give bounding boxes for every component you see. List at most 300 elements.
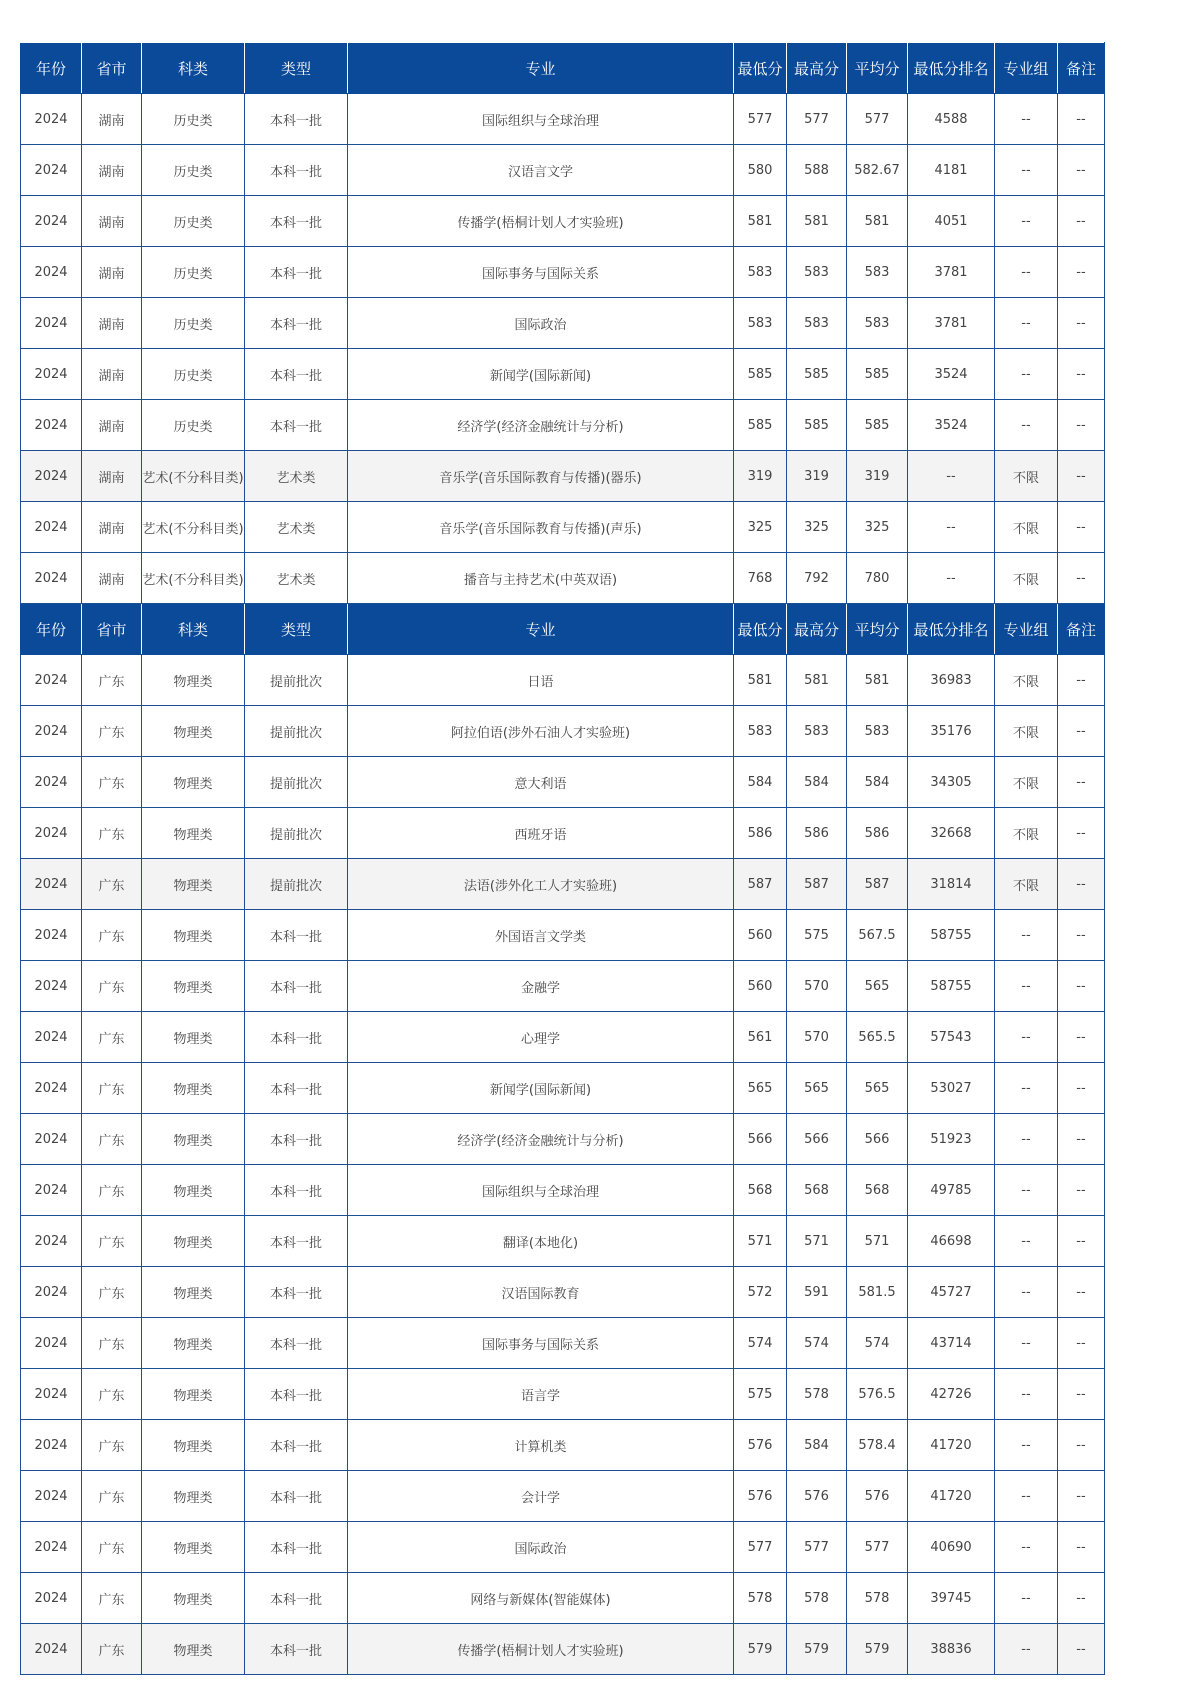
cell-min-rank: 45727	[908, 1267, 995, 1318]
cell-subject-category: 艺术(不分科目类)	[142, 553, 245, 604]
cell-major: 翻译(本地化)	[348, 1216, 734, 1267]
cell-province: 广东	[82, 1369, 142, 1420]
cell-avg-score: 577	[847, 94, 908, 145]
cell-batch: 本科一批	[245, 1267, 348, 1318]
cell-batch: 提前批次	[245, 859, 348, 910]
cell-province: 广东	[82, 1267, 142, 1318]
cell-min-score: 584	[734, 757, 787, 808]
cell-avg-score: 578.4	[847, 1420, 908, 1471]
cell-min-rank: 3524	[908, 400, 995, 451]
cell-major: 计算机类	[348, 1420, 734, 1471]
cell-major-group: --	[995, 1420, 1058, 1471]
cell-batch: 本科一批	[245, 196, 348, 247]
cell-major: 传播学(梧桐计划人才实验班)	[348, 1624, 734, 1675]
cell-batch: 提前批次	[245, 706, 348, 757]
cell-max-score: 587	[787, 859, 847, 910]
table-row	[21, 1624, 1105, 1675]
cell-province: 广东	[82, 1063, 142, 1114]
cell-year: 2024	[21, 1114, 82, 1165]
cell-year: 2024	[21, 94, 82, 145]
cell-major: 金融学	[348, 961, 734, 1012]
cell-remarks: --	[1058, 1012, 1105, 1063]
cell-max-score: 571	[787, 1216, 847, 1267]
table-row	[21, 859, 1105, 910]
cell-major-group: 不限	[995, 757, 1058, 808]
table-row	[21, 1216, 1105, 1267]
cell-max-score: 319	[787, 451, 847, 502]
header-subject-category: 科类	[142, 43, 245, 94]
cell-major-group: 不限	[995, 655, 1058, 706]
cell-min-score: 576	[734, 1471, 787, 1522]
cell-min-rank: 31814	[908, 859, 995, 910]
cell-batch: 本科一批	[245, 1318, 348, 1369]
cell-remarks: --	[1058, 1114, 1105, 1165]
cell-avg-score: 581	[847, 655, 908, 706]
cell-batch: 本科一批	[245, 1216, 348, 1267]
cell-year: 2024	[21, 757, 82, 808]
cell-max-score: 584	[787, 757, 847, 808]
cell-remarks: --	[1058, 1471, 1105, 1522]
cell-max-score: 570	[787, 1012, 847, 1063]
cell-major-group: 不限	[995, 706, 1058, 757]
cell-year: 2024	[21, 1522, 82, 1573]
cell-batch: 本科一批	[245, 298, 348, 349]
cell-major: 外国语言文学类	[348, 910, 734, 961]
cell-avg-score: 585	[847, 349, 908, 400]
cell-max-score: 576	[787, 1471, 847, 1522]
cell-max-score: 585	[787, 400, 847, 451]
cell-major-group: --	[995, 1216, 1058, 1267]
cell-major-group: --	[995, 400, 1058, 451]
cell-min-rank: 41720	[908, 1471, 995, 1522]
header-max-score: 最高分	[787, 604, 847, 655]
cell-remarks: --	[1058, 349, 1105, 400]
cell-province: 广东	[82, 1318, 142, 1369]
cell-major-group: --	[995, 961, 1058, 1012]
cell-avg-score: 586	[847, 808, 908, 859]
cell-subject-category: 物理类	[142, 1369, 245, 1420]
cell-min-score: 576	[734, 1420, 787, 1471]
header-major: 专业	[348, 604, 734, 655]
cell-min-score: 577	[734, 1522, 787, 1573]
cell-max-score: 577	[787, 94, 847, 145]
cell-max-score: 581	[787, 196, 847, 247]
cell-batch: 本科一批	[245, 1471, 348, 1522]
cell-min-rank: 32668	[908, 808, 995, 859]
cell-min-score: 575	[734, 1369, 787, 1420]
cell-min-score: 768	[734, 553, 787, 604]
cell-max-score: 591	[787, 1267, 847, 1318]
cell-remarks: --	[1058, 1063, 1105, 1114]
cell-batch: 艺术类	[245, 451, 348, 502]
table-row	[21, 1369, 1105, 1420]
cell-major: 国际组织与全球治理	[348, 94, 734, 145]
cell-year: 2024	[21, 400, 82, 451]
cell-min-score: 572	[734, 1267, 787, 1318]
table-row	[21, 1165, 1105, 1216]
cell-remarks: --	[1058, 859, 1105, 910]
header-year: 年份	[21, 43, 82, 94]
cell-remarks: --	[1058, 298, 1105, 349]
cell-year: 2024	[21, 1165, 82, 1216]
cell-avg-score: 584	[847, 757, 908, 808]
cell-max-score: 588	[787, 145, 847, 196]
cell-major-group: --	[995, 1267, 1058, 1318]
cell-subject-category: 历史类	[142, 94, 245, 145]
cell-province: 广东	[82, 1165, 142, 1216]
cell-batch: 本科一批	[245, 961, 348, 1012]
admission-scores-table	[20, 42, 1105, 1675]
cell-min-rank: 51923	[908, 1114, 995, 1165]
cell-min-rank: --	[908, 553, 995, 604]
cell-major-group: --	[995, 349, 1058, 400]
cell-major: 国际政治	[348, 1522, 734, 1573]
cell-batch: 本科一批	[245, 1012, 348, 1063]
cell-major: 国际组织与全球治理	[348, 1165, 734, 1216]
cell-remarks: --	[1058, 553, 1105, 604]
cell-year: 2024	[21, 1012, 82, 1063]
cell-province: 湖南	[82, 502, 142, 553]
cell-remarks: --	[1058, 451, 1105, 502]
cell-subject-category: 历史类	[142, 298, 245, 349]
cell-batch: 本科一批	[245, 94, 348, 145]
cell-year: 2024	[21, 1216, 82, 1267]
cell-subject-category: 物理类	[142, 1063, 245, 1114]
cell-min-score: 579	[734, 1624, 787, 1675]
header-remarks: 备注	[1058, 43, 1105, 94]
cell-major: 日语	[348, 655, 734, 706]
header-remarks: 备注	[1058, 604, 1105, 655]
cell-province: 湖南	[82, 349, 142, 400]
cell-subject-category: 物理类	[142, 1522, 245, 1573]
cell-subject-category: 艺术(不分科目类)	[142, 502, 245, 553]
cell-major: 心理学	[348, 1012, 734, 1063]
cell-year: 2024	[21, 349, 82, 400]
header-major-group: 专业组	[995, 43, 1058, 94]
cell-avg-score: 565	[847, 1063, 908, 1114]
table-row	[21, 1267, 1105, 1318]
cell-major-group: --	[995, 247, 1058, 298]
cell-max-score: 585	[787, 349, 847, 400]
cell-remarks: --	[1058, 247, 1105, 298]
header-min-score: 最低分	[734, 604, 787, 655]
cell-min-rank: --	[908, 502, 995, 553]
cell-max-score: 583	[787, 706, 847, 757]
cell-remarks: --	[1058, 910, 1105, 961]
cell-subject-category: 历史类	[142, 196, 245, 247]
header-batch: 类型	[245, 43, 348, 94]
cell-avg-score: 577	[847, 1522, 908, 1573]
cell-year: 2024	[21, 451, 82, 502]
cell-min-rank: 3781	[908, 298, 995, 349]
cell-province: 湖南	[82, 196, 142, 247]
cell-avg-score: 581.5	[847, 1267, 908, 1318]
cell-subject-category: 物理类	[142, 910, 245, 961]
cell-major: 法语(涉外化工人才实验班)	[348, 859, 734, 910]
cell-major-group: --	[995, 1114, 1058, 1165]
cell-year: 2024	[21, 502, 82, 553]
table-row	[21, 655, 1105, 706]
cell-subject-category: 物理类	[142, 757, 245, 808]
cell-max-score: 565	[787, 1063, 847, 1114]
cell-batch: 本科一批	[245, 1165, 348, 1216]
cell-year: 2024	[21, 808, 82, 859]
cell-province: 广东	[82, 1114, 142, 1165]
cell-major: 国际事务与国际关系	[348, 247, 734, 298]
header-subject-category: 科类	[142, 604, 245, 655]
cell-min-score: 581	[734, 196, 787, 247]
cell-major: 汉语国际教育	[348, 1267, 734, 1318]
cell-max-score: 579	[787, 1624, 847, 1675]
cell-remarks: --	[1058, 655, 1105, 706]
cell-year: 2024	[21, 298, 82, 349]
cell-avg-score: 565	[847, 961, 908, 1012]
cell-min-rank: 49785	[908, 1165, 995, 1216]
cell-avg-score: 583	[847, 247, 908, 298]
cell-subject-category: 物理类	[142, 961, 245, 1012]
table-row	[21, 1318, 1105, 1369]
cell-min-score: 585	[734, 400, 787, 451]
cell-major-group: --	[995, 1012, 1058, 1063]
cell-max-score: 577	[787, 1522, 847, 1573]
cell-max-score: 570	[787, 961, 847, 1012]
header-province: 省市	[82, 604, 142, 655]
table-row	[21, 553, 1105, 604]
cell-avg-score: 578	[847, 1573, 908, 1624]
cell-major: 播音与主持艺术(中英双语)	[348, 553, 734, 604]
cell-major-group: --	[995, 94, 1058, 145]
cell-year: 2024	[21, 1420, 82, 1471]
cell-major: 国际政治	[348, 298, 734, 349]
cell-province: 广东	[82, 1624, 142, 1675]
cell-subject-category: 物理类	[142, 1267, 245, 1318]
cell-major-group: --	[995, 1471, 1058, 1522]
cell-min-rank: 4051	[908, 196, 995, 247]
cell-major-group: 不限	[995, 808, 1058, 859]
cell-province: 广东	[82, 859, 142, 910]
table-row	[21, 145, 1105, 196]
cell-min-rank: 53027	[908, 1063, 995, 1114]
cell-major-group: --	[995, 1318, 1058, 1369]
cell-year: 2024	[21, 1267, 82, 1318]
cell-year: 2024	[21, 859, 82, 910]
cell-min-rank: 34305	[908, 757, 995, 808]
cell-avg-score: 574	[847, 1318, 908, 1369]
cell-province: 湖南	[82, 145, 142, 196]
cell-batch: 本科一批	[245, 1420, 348, 1471]
cell-major: 汉语言文学	[348, 145, 734, 196]
cell-major-group: --	[995, 145, 1058, 196]
cell-max-score: 581	[787, 655, 847, 706]
cell-subject-category: 物理类	[142, 1420, 245, 1471]
cell-year: 2024	[21, 706, 82, 757]
table-row	[21, 451, 1105, 502]
cell-min-rank: 41720	[908, 1420, 995, 1471]
cell-subject-category: 历史类	[142, 145, 245, 196]
cell-max-score: 566	[787, 1114, 847, 1165]
cell-year: 2024	[21, 1624, 82, 1675]
cell-batch: 提前批次	[245, 808, 348, 859]
table-row	[21, 298, 1105, 349]
table-row	[21, 349, 1105, 400]
cell-avg-score: 582.67	[847, 145, 908, 196]
cell-subject-category: 物理类	[142, 1471, 245, 1522]
cell-min-rank: 4181	[908, 145, 995, 196]
cell-province: 湖南	[82, 553, 142, 604]
cell-max-score: 325	[787, 502, 847, 553]
cell-year: 2024	[21, 247, 82, 298]
cell-year: 2024	[21, 961, 82, 1012]
cell-min-rank: --	[908, 451, 995, 502]
cell-min-score: 578	[734, 1573, 787, 1624]
cell-max-score: 578	[787, 1573, 847, 1624]
cell-avg-score: 576	[847, 1471, 908, 1522]
cell-remarks: --	[1058, 1318, 1105, 1369]
cell-remarks: --	[1058, 808, 1105, 859]
cell-province: 广东	[82, 1216, 142, 1267]
cell-major-group: 不限	[995, 502, 1058, 553]
cell-major-group: --	[995, 1624, 1058, 1675]
cell-max-score: 574	[787, 1318, 847, 1369]
cell-province: 湖南	[82, 247, 142, 298]
cell-major: 经济学(经济金融统计与分析)	[348, 400, 734, 451]
cell-remarks: --	[1058, 961, 1105, 1012]
table-row	[21, 961, 1105, 1012]
cell-min-rank: 39745	[908, 1573, 995, 1624]
cell-subject-category: 物理类	[142, 1573, 245, 1624]
cell-major: 网络与新媒体(智能媒体)	[348, 1573, 734, 1624]
cell-year: 2024	[21, 910, 82, 961]
cell-province: 湖南	[82, 298, 142, 349]
cell-subject-category: 物理类	[142, 1624, 245, 1675]
cell-min-score: 568	[734, 1165, 787, 1216]
cell-max-score: 583	[787, 298, 847, 349]
cell-subject-category: 物理类	[142, 1318, 245, 1369]
cell-min-rank: 4588	[908, 94, 995, 145]
cell-remarks: --	[1058, 196, 1105, 247]
cell-batch: 本科一批	[245, 1624, 348, 1675]
cell-max-score: 583	[787, 247, 847, 298]
cell-year: 2024	[21, 553, 82, 604]
cell-province: 湖南	[82, 451, 142, 502]
cell-major: 语言学	[348, 1369, 734, 1420]
cell-avg-score: 585	[847, 400, 908, 451]
cell-province: 湖南	[82, 94, 142, 145]
table-row	[21, 757, 1105, 808]
cell-province: 湖南	[82, 400, 142, 451]
cell-min-score: 574	[734, 1318, 787, 1369]
cell-avg-score: 579	[847, 1624, 908, 1675]
cell-min-rank: 38836	[908, 1624, 995, 1675]
cell-province: 广东	[82, 808, 142, 859]
cell-min-score: 561	[734, 1012, 787, 1063]
cell-remarks: --	[1058, 1216, 1105, 1267]
cell-batch: 提前批次	[245, 757, 348, 808]
cell-min-score: 560	[734, 910, 787, 961]
table-row	[21, 502, 1105, 553]
table-row	[21, 910, 1105, 961]
cell-subject-category: 物理类	[142, 1165, 245, 1216]
table-row	[21, 94, 1105, 145]
header-avg-score: 平均分	[847, 604, 908, 655]
cell-province: 广东	[82, 910, 142, 961]
cell-min-rank: 42726	[908, 1369, 995, 1420]
cell-remarks: --	[1058, 400, 1105, 451]
cell-avg-score: 565.5	[847, 1012, 908, 1063]
cell-avg-score: 587	[847, 859, 908, 910]
cell-subject-category: 艺术(不分科目类)	[142, 451, 245, 502]
cell-max-score: 792	[787, 553, 847, 604]
cell-province: 广东	[82, 757, 142, 808]
cell-year: 2024	[21, 145, 82, 196]
cell-min-score: 560	[734, 961, 787, 1012]
header-min-rank: 最低分排名	[908, 604, 995, 655]
cell-province: 广东	[82, 1012, 142, 1063]
cell-batch: 本科一批	[245, 910, 348, 961]
header-major-group: 专业组	[995, 604, 1058, 655]
cell-remarks: --	[1058, 145, 1105, 196]
header-province: 省市	[82, 43, 142, 94]
cell-min-score: 319	[734, 451, 787, 502]
cell-major: 阿拉伯语(涉外石油人才实验班)	[348, 706, 734, 757]
cell-subject-category: 物理类	[142, 808, 245, 859]
table-header-row	[21, 604, 1105, 655]
cell-min-score: 566	[734, 1114, 787, 1165]
cell-province: 广东	[82, 1420, 142, 1471]
cell-subject-category: 物理类	[142, 706, 245, 757]
cell-year: 2024	[21, 1063, 82, 1114]
cell-min-rank: 43714	[908, 1318, 995, 1369]
cell-min-score: 581	[734, 655, 787, 706]
cell-remarks: --	[1058, 706, 1105, 757]
cell-major: 西班牙语	[348, 808, 734, 859]
cell-max-score: 584	[787, 1420, 847, 1471]
cell-subject-category: 物理类	[142, 1114, 245, 1165]
cell-min-rank: 3524	[908, 349, 995, 400]
cell-avg-score: 576.5	[847, 1369, 908, 1420]
cell-major-group: --	[995, 298, 1058, 349]
cell-min-score: 325	[734, 502, 787, 553]
table-row	[21, 706, 1105, 757]
cell-min-score: 586	[734, 808, 787, 859]
table-row	[21, 1471, 1105, 1522]
table-row	[21, 1420, 1105, 1471]
cell-batch: 艺术类	[245, 502, 348, 553]
cell-min-score: 565	[734, 1063, 787, 1114]
cell-year: 2024	[21, 196, 82, 247]
cell-batch: 本科一批	[245, 1573, 348, 1624]
cell-year: 2024	[21, 1573, 82, 1624]
cell-batch: 本科一批	[245, 400, 348, 451]
cell-remarks: --	[1058, 1420, 1105, 1471]
table-row	[21, 1063, 1105, 1114]
table-row	[21, 247, 1105, 298]
cell-year: 2024	[21, 1318, 82, 1369]
header-major: 专业	[348, 43, 734, 94]
cell-avg-score: 583	[847, 298, 908, 349]
cell-major: 新闻学(国际新闻)	[348, 1063, 734, 1114]
cell-major: 音乐学(音乐国际教育与传播)(器乐)	[348, 451, 734, 502]
cell-year: 2024	[21, 1471, 82, 1522]
table-row	[21, 1114, 1105, 1165]
cell-major-group: --	[995, 1369, 1058, 1420]
cell-major: 会计学	[348, 1471, 734, 1522]
table-header-row	[21, 43, 1105, 94]
cell-batch: 本科一批	[245, 247, 348, 298]
cell-min-rank: 35176	[908, 706, 995, 757]
cell-avg-score: 571	[847, 1216, 908, 1267]
cell-avg-score: 581	[847, 196, 908, 247]
